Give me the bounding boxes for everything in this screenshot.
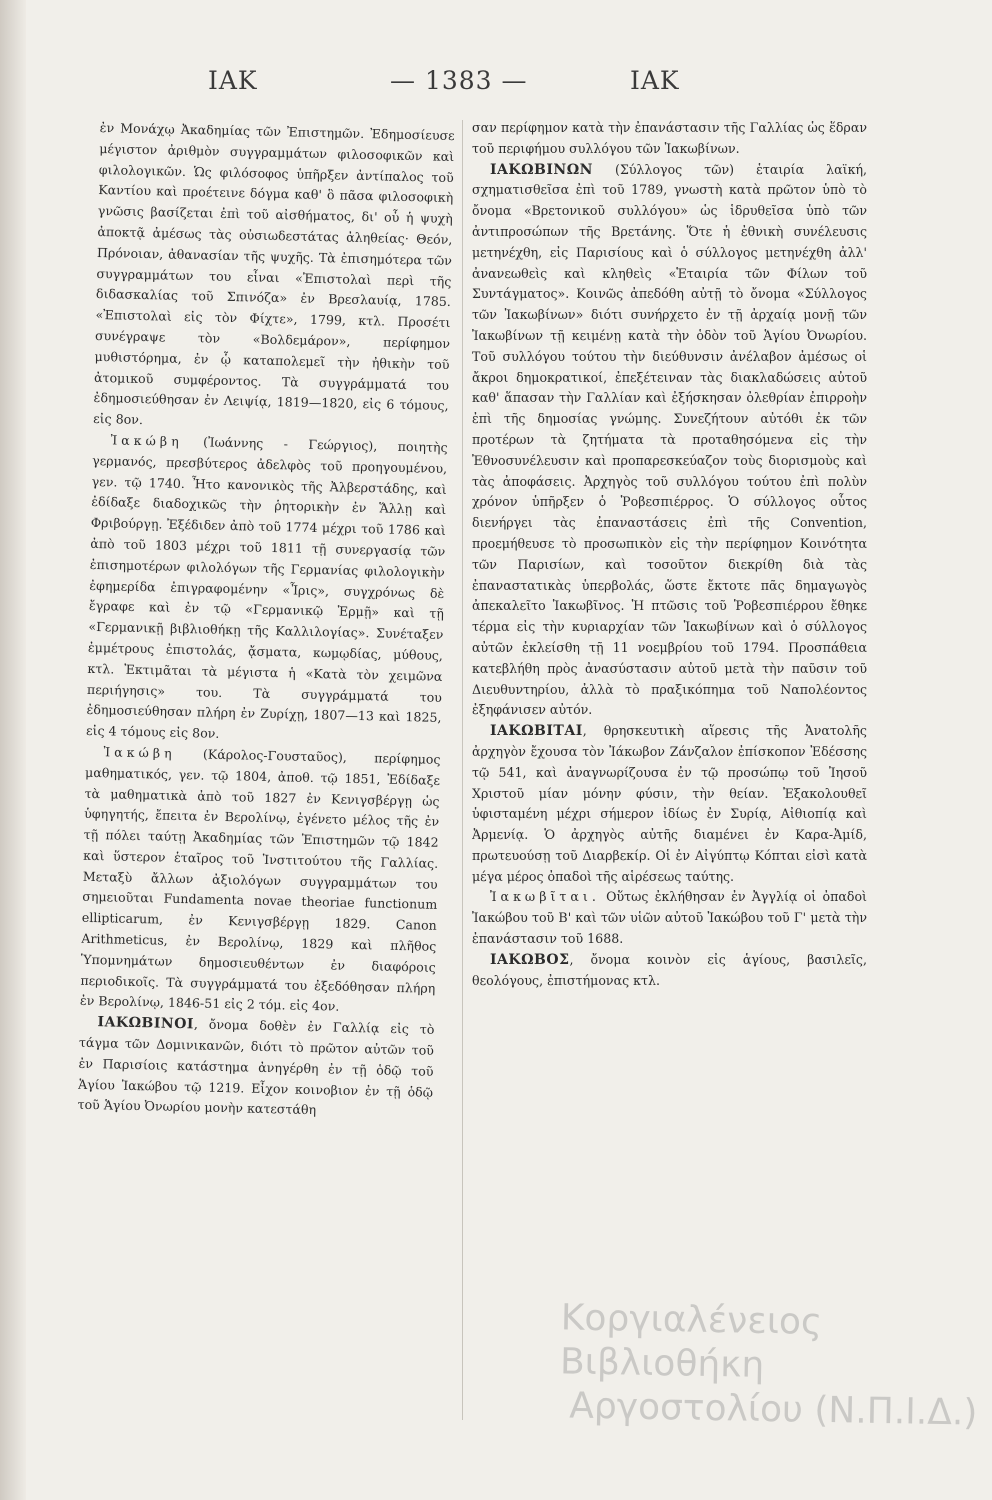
column-divider xyxy=(462,120,463,1420)
entry-headword: ΙΑΚΩΒΟΣ xyxy=(490,951,570,968)
entry-text: (Ἰωάννης - Γεώργιος), ποιητὴς γερμανός, πρεσβύτερος ἀδελφὸς τοῦ προηγουμένου, γεν. τῷ 1740. Ἦτο κανονικὸς τῆς Ἀλβερστάδης, καὶ ἐδίδαξε διαδοχικῶς τὴν ῥητορικὴν ἐν Ἅλλῃ καὶ Φριβούργῃ. Ἐξέδιδεν ἀπὸ τοῦ 1774 μέχρι τοῦ 1786 καὶ ἀπὸ τοῦ 1803 μέχρι τοῦ 1811 τῇ συνεργασίᾳ τῶν ἐπισημοτέρων φιλολόγων τῆς Γερμανίας φιλολογικὴν ἐφημερίδα ἐπιγραφομένην «Ἶρις», συγχρόνως δὲ ἔγραφε καὶ ἐν τῷ «Γερμανικῷ Ἑρμῇ» καὶ τῇ «Γερμανικῇ βιβλιοθήκῃ τῆς Καλλιλογίας». Συνέταξεν ἐμμέτρους ἐπιστολάς, ᾄσματα, κωμῳδίας, μύθους, κτλ. Ἐκτιμᾶται τὰ μέγιστα ἡ «Κατὰ τὸν χειμῶνα περιήγησις» του. Τὰ συγγράμματά του ἐδημοσιεύθησαν πλήρη ἐν Ζυρίχῃ, 1807—13 καὶ 1825, εἰς 4 τόμους εἰς 8ον. xyxy=(85,433,448,741)
entry-paragraph xyxy=(93,118,455,438)
entry-paragraph xyxy=(472,950,867,992)
entry-paragraph xyxy=(472,118,867,160)
left-column xyxy=(70,118,455,1456)
entry-paragraph xyxy=(472,721,867,887)
page-number: — 1383 — xyxy=(390,66,528,95)
entry-subheadword: Ἰακώβη xyxy=(110,432,183,449)
header-left-guideword: ΙΑΚ xyxy=(208,66,258,95)
watermark-line: Αργοστολίου (Ν.Π.Ι.Δ.) xyxy=(568,1385,978,1434)
entry-text: (Κάρολος-Γουσταῦος), περίφημος μαθηματικός, γεν. τῷ 1804, ἀποθ. τῷ 1851, Ἐδίδαξε τὰ μαθηματικὰ ἀπὸ τοῦ 1827 ἐν Κενιγσβέργῃ ὡς ὑφηγητής, ἔπειτα ἐν Βερολίνῳ, ἐγένετο μέλος τῆς ἐν τῇ πόλει ταύτῃ Ἀκαδημίας τῶν Ἐπιστημῶν τῷ 1842 καὶ ὕστερον ἑταῖρος τοῦ Ἰνστιτούτου τῆς Γαλλίας. Μεταξὺ ἄλλων ἀξιολόγων συγγραμμάτων του σημειοῦται Fundamenta novae theoriae functionum ellipticarum, ἐν Κενιγσβέργῃ 1829. Canon Arithmeticus, ἐν Βερολίνῳ, 1829 καὶ πλῆθος Ὑπομνημάτων δημοσιευθέντων ἐν διαφόροις περιοδικοῖς. Τὰ συγγράμματά του ἐξεδόθησαν πλήρη ἐν Βερολίνῳ, 1846-51 εἰς 2 τόμ. εἰς 4ον. xyxy=(79,745,441,1015)
entry-text: ἐν Μονάχῳ Ἀκαδημίας τῶν Ἐπιστημῶν. Ἐδημοσίευσε μέγιστον ἀριθμὸν συγγραμμάτων φιλοσοφικῶν καὶ φιλολογικῶν. Ὡς φιλόσοφος ὑπῆρξεν ἀντίπαλος τοῦ Καντίου καὶ προέτεινε δόγμα καθ' ὃ πᾶσα φιλοσοφικὴ γνῶσις βασίζεται ἐπὶ τοῦ αἰσθήματος, δι' οὗ ἡ ψυχὴ ἀποκτᾷ ἀμέσως τὰς οὐσιωδεστάτας ἀληθείας· Θεόν, Πρόνοιαν, ἀθανασίαν τῆς ψυχῆς. Τὰ ἐπισημότερα τῶν συγγραμμάτων του εἶναι «Ἐπιστολαὶ περὶ τῆς διδασκαλίας τοῦ Σπινόζα» ἐν Βρεσλαυίᾳ, 1785. «Ἐπιστολαὶ εἰς τὸν Φίχτε», 1799, κτλ. Προσέτι συνέγραψε τὸν «Βολδεμάρον», περίφημον μυθιστόρημα, ἐν ᾧ καταπολεμεῖ τὴν ἠθικὴν τοῦ ἀτομικοῦ συμφέροντος. Τὰ συγγράμματά του ἐδημοσιεύθησαν ἐν Λειψίᾳ, 1819—1820, εἰς 6 τόμους, εἰς 8ον. xyxy=(93,119,455,428)
entry-text: , ὄνομα κοινὸν εἰς ἁγίους, βασιλεῖς, θεολόγους, ἐπιστήμονας κτλ. xyxy=(472,951,867,988)
entry-paragraph xyxy=(472,887,867,949)
entry-text: σαν περίφημον κατὰ τὴν ἐπανάστασιν τῆς Γαλλίας ὡς ἕδραν τοῦ περιφήμου συλλόγου τῶν Ἰακωβίνων. xyxy=(472,120,867,156)
header-right-guideword: ΙΑΚ xyxy=(630,66,680,95)
entry-headword: ΙΑΚΩΒΙΤΑΙ xyxy=(490,723,583,740)
entry-headword: ΙΑΚΩΒΙΝΩΝ xyxy=(490,161,593,178)
entry-text: (Σύλλογος τῶν) ἑταιρία λαϊκή, σχηματισθεῖσα ἐπὶ τοῦ 1789, γνωστὴ κατὰ πρῶτον ὑπὸ τὸ ὄνομα «Βρετονικοῦ συλλόγου» ὡς ἱδρυθεῖσα ὑπὸ τῶν ἀντιπροσώπων τῆς Βρετάνης. Ὅτε ἡ ἐθνικὴ συνέλευσις μετηνέχθη, εἰς Παρισίους καὶ ὁ σύλλογος μετηνέχθη ἀλλ' ἀνανεωθεὶς καὶ κληθεὶς «Ἑταιρία τῶν Φίλων τοῦ Συντάγματος». Κοινῶς ἀπεδόθη αὐτῇ τὸ ὄνομα «Σύλλογος τῶν Ἰακωβίνων» διότι συνήρχετο ἐν τῇ ἀρχαίᾳ μονῇ τῶν Ἰακωβίνων τῇ κειμένῃ κατὰ τὴν ὁδὸν τοῦ Ἁγίου Ὀνωρίου. Τοῦ συλλόγου τούτου τὴν διεύθυνσιν ἀνέλαβον ἀμέσως οἱ ἄκροι δημοκρατικοί, ἐπεξέτειναν τὰς διακλαδώσεις αὐτοῦ καθ' ἅπασαν τὴν Γαλλίαν καὶ ἐξήσκησαν ὀλεθρίαν ἐπιρροὴν ἐπὶ τῆς δημοσίας γνώμης. Συνεζήτουν αὐτόθι ἐκ τῶν προτέρων τὰ ζητήματα τὰ προταθησόμενα εἰς τὴν Ἐθνοσυνέλευσιν καὶ προπαρεσκεύαζον τοὺς διορισμοὺς καὶ τὰς ἀποφάσεις. Ἀρχηγὸς τοῦ συλλόγου τούτου ἐπὶ πολὺν χρόνον ὑπῆρξεν ὁ Ῥοβεσπιέρρος. Ὁ σύλλογος οὗτος διενήργει τὰς ἐπαναστάσεις ἐπὶ τῆς Convention, προεμήθευσε τὸ προσωπικὸν εἰς τὴν περίφημον Κοινότητα τῶν Παρισίων, καὶ τοσοῦτον διεκρίθη διὰ τὰς ἐπαναστατικὰς ὑπερβολάς, ὥστε ἔκτοτε πᾶς δημαγωγὸς ἀπεκαλεῖτο Ἰακωβῖνος. Ἡ πτῶσις τοῦ Ῥοβεσπιέρρου ἔθηκε τέρμα εἰς τὴν κυριαρχίαν τῶν Ἰακωβίνων καὶ ὁ σύλλογος αὐτῶν ἐκλείσθη τῇ 11 νοεμβρίου τοῦ 1794. Προσπάθεια κατεβλήθη πρὸς ἀνασύστασιν αὐτοῦ μετὰ τὴν παῦσιν τοῦ Διευθυντηρίου, ἀλλὰ τὸ πραξικόπημα τοῦ Ναπολέοντος ἐξηφάνισεν αὐτόν. xyxy=(472,161,867,718)
running-header xyxy=(0,66,992,110)
right-column xyxy=(472,118,867,1448)
entry-paragraph xyxy=(77,1012,434,1124)
entry-paragraph xyxy=(86,430,448,750)
entry-paragraph xyxy=(80,742,441,1020)
entry-paragraph xyxy=(472,160,867,722)
page-gutter-shadow xyxy=(0,0,26,1500)
entry-text: , ὄνομα δοθὲν ἐν Γαλλίᾳ εἰς τὸ τάγμα τῶν Δομινικανῶν, διότι τὸ πρῶτον αὐτῶν τοῦ ἐν Παρισίοις κατάστημα ἀνηγέρθη ἐν τῇ ὁδῷ τοῦ Ἁγίου Ἰακώβου τῷ 1219. Εἶχον κοινοβιον ἐν τῇ ὁδῷ τοῦ Ἁγίου Ὀνωρίου μονὴν κατεστάθη xyxy=(77,1016,435,1118)
entry-headword: ΙΑΚΩΒΙΝΟΙ xyxy=(97,1014,195,1033)
watermark-line: Κοργιαλένειος Βιβλιοθήκη xyxy=(559,1297,823,1386)
entry-subheadword: Ἰακώβη xyxy=(103,744,176,761)
entry-text: , θρησκευτικὴ αἵρεσις τῆς Ἀνατολῆς ἀρχηγὸν ἔχουσα τὸν Ἰάκωβον Ζάνζαλον ἐπίσκοπον Ἐδέσσης τῷ 541, καὶ ἀναγνωρίζουσα ἐν τῷ προσώπῳ τοῦ Ἰησοῦ Χριστοῦ μίαν μόνην φύσιν, τὴν θείαν. Ἐξακολουθεῖ ὑφισταμένη μέχρι σήμερον ἰδίως ἐν Συρίᾳ, Αἰθιοπίᾳ καὶ Ἀρμενίᾳ. Ὁ ἀρχηγὸς αὐτῆς διαμένει ἐν Καρα-Ἀμίδ, πρωτευούσῃ τοῦ Διαρβεκίρ. Οἱ ἐν Αἰγύπτῳ Κόπται εἰσὶ κατὰ μέγα μέρος ὀπαδοὶ τῆς αἱρέσεως ταύτης. xyxy=(472,723,867,884)
entry-subheadword: Ἰακωβῖται. xyxy=(490,889,600,905)
entry-text: Οὕτως ἐκλήθησαν ἐν Ἀγγλίᾳ οἱ ὀπαδοὶ Ἰακώβου τοῦ Β' καὶ τῶν υἱῶν αὐτοῦ Ἰακώβου τοῦ Γ' μετὰ τὴν ἐπανάστασιν τοῦ 1688. xyxy=(472,889,867,947)
